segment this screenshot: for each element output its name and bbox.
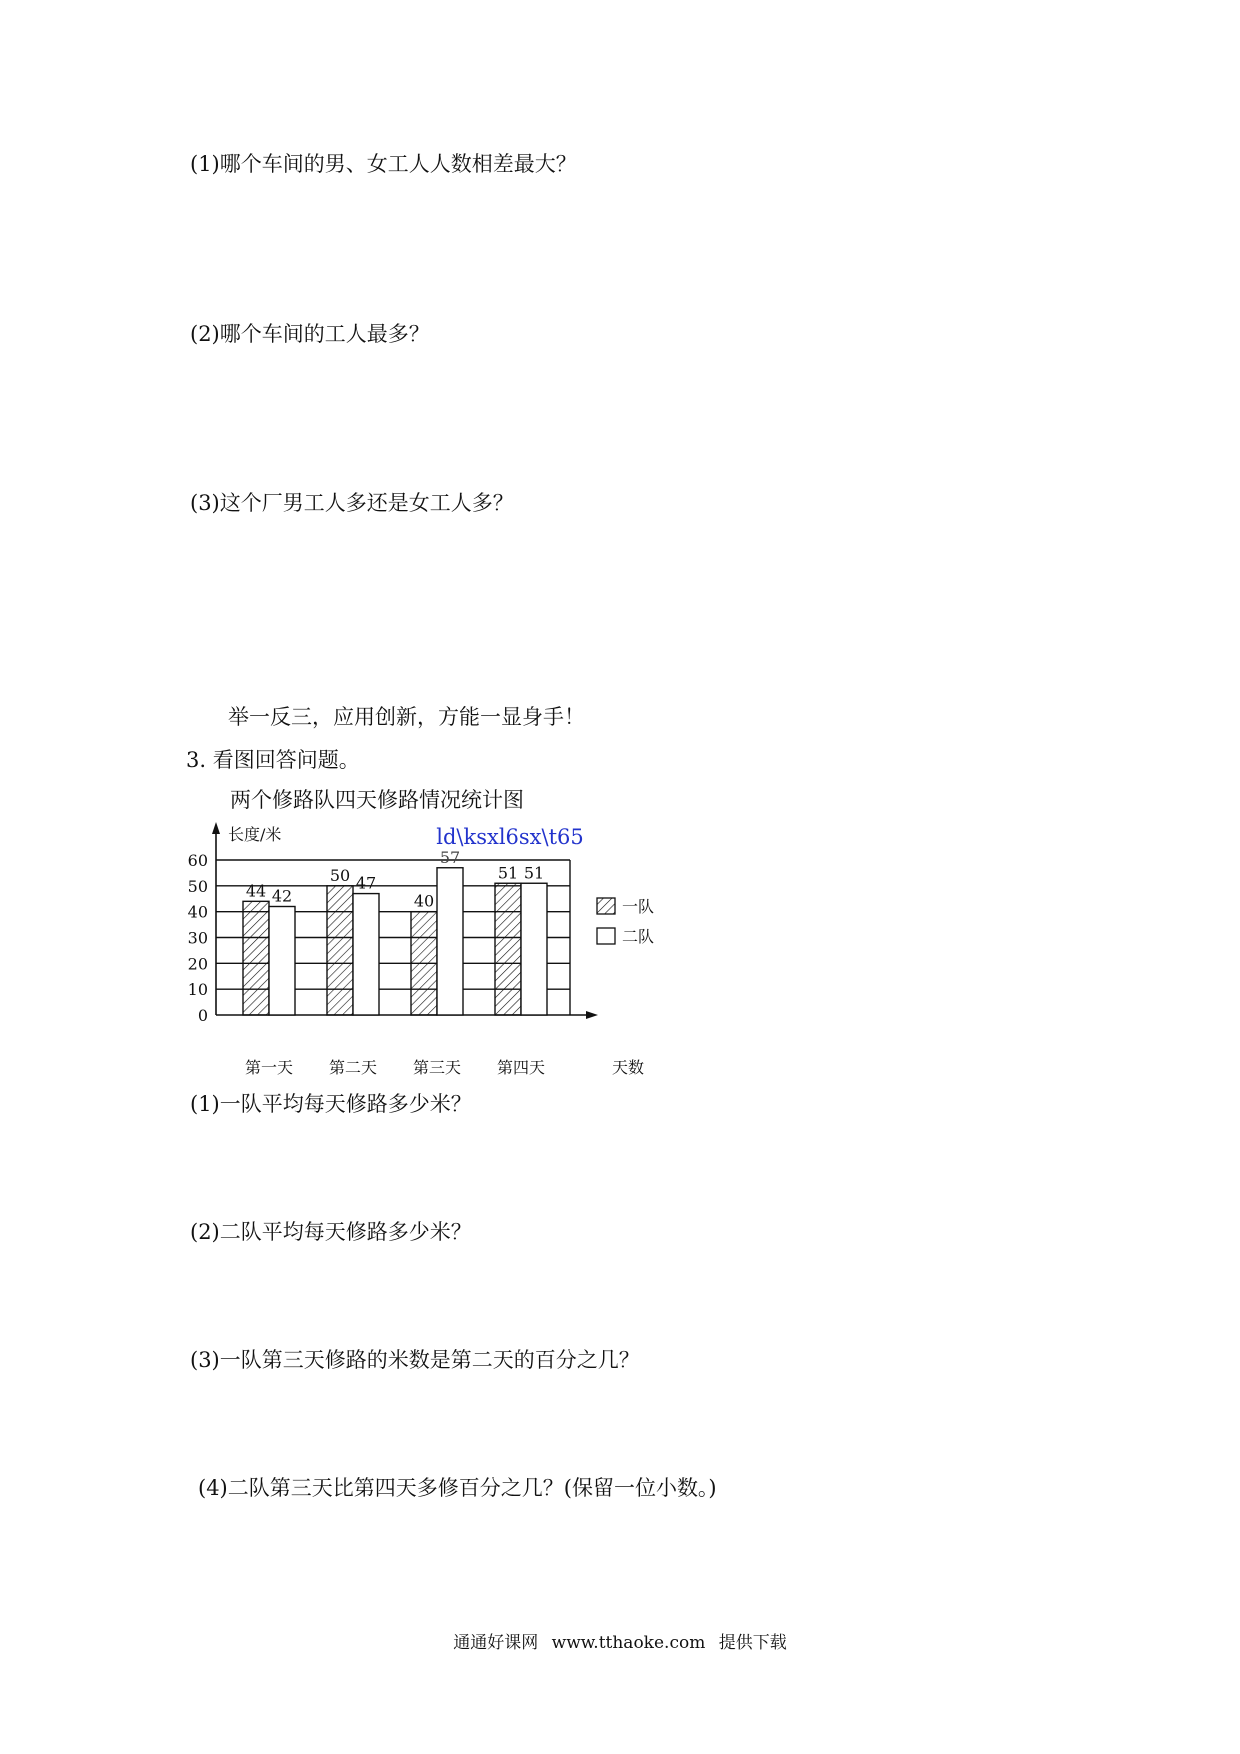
bar-value-label: 47 [355, 873, 377, 893]
footer-action: 提供下载 [718, 1633, 787, 1653]
y-axis-arrow [212, 822, 220, 834]
question-3-4: (4)二队第三天比第四天多修百分之几？(保留一位小数。) [198, 1476, 717, 1500]
legend-label: 二队 [622, 927, 655, 946]
y-tick-label: 20 [187, 954, 208, 974]
y-tick-label: 10 [187, 980, 208, 1000]
question-2-2: (2)哪个车间的工人最多？ [190, 322, 430, 346]
x-tick-label: 第三天 [412, 1058, 462, 1077]
legend-swatch [597, 898, 615, 914]
bar-value-label: 42 [271, 886, 293, 906]
bar [243, 901, 269, 1015]
bar-value-label: 44 [245, 881, 267, 901]
question-3-1: (1)一队平均每天修路多少米？ [190, 1092, 472, 1116]
footer-site-name: 通通好课网 [453, 1633, 539, 1653]
question-3-2: (2)二队平均每天修路多少米？ [190, 1220, 472, 1244]
x-tick-label: 第四天 [496, 1058, 546, 1077]
bar-value-label: 40 [413, 891, 435, 911]
bar-chart [170, 822, 690, 1082]
question-2-1: (1)哪个车间的男、女工人人数相差最大？ [190, 152, 577, 176]
bar-value-label: 57 [439, 847, 461, 867]
legend-label: 一队 [622, 897, 655, 916]
watermark: ld\ksxl6sx\t65 [436, 825, 584, 849]
x-axis-label: 天数 [612, 1058, 645, 1077]
bar [495, 883, 521, 1015]
y-tick-label: 50 [187, 876, 208, 896]
y-tick-label: 40 [187, 902, 208, 922]
bar-value-label: 50 [329, 865, 351, 885]
chart-title: 两个修路队四天修路情况统计图 [230, 788, 524, 812]
page-footer [0, 1628, 1240, 1653]
footer-url[interactable]: www.tthaoke.com [551, 1633, 706, 1653]
problem-3-title: 3. 看图回答问题。 [186, 748, 360, 772]
bar [437, 868, 463, 1015]
bar [327, 886, 353, 1015]
bar [411, 912, 437, 1015]
y-tick-label: 60 [187, 851, 208, 870]
y-axis-label: 长度/米 [228, 825, 282, 844]
bar [353, 894, 379, 1015]
y-tick-label: 0 [197, 1006, 208, 1025]
question-3-3: (3)一队第三天修路的米数是第二天的百分之几？ [190, 1348, 640, 1372]
bar [269, 907, 295, 1016]
bar [521, 883, 547, 1015]
x-axis-arrow [586, 1011, 598, 1019]
bar-value-label: 51 [497, 863, 519, 883]
motto: 举一反三，应用创新，方能一显身手！ [228, 705, 585, 729]
question-2-3: (3)这个厂男工人多还是女工人多？ [190, 491, 514, 515]
bar-value-label: 51 [523, 863, 545, 883]
legend-swatch [597, 928, 615, 944]
x-tick-label: 第二天 [328, 1058, 378, 1077]
x-tick-label: 第一天 [244, 1058, 294, 1077]
y-tick-label: 30 [187, 928, 208, 948]
